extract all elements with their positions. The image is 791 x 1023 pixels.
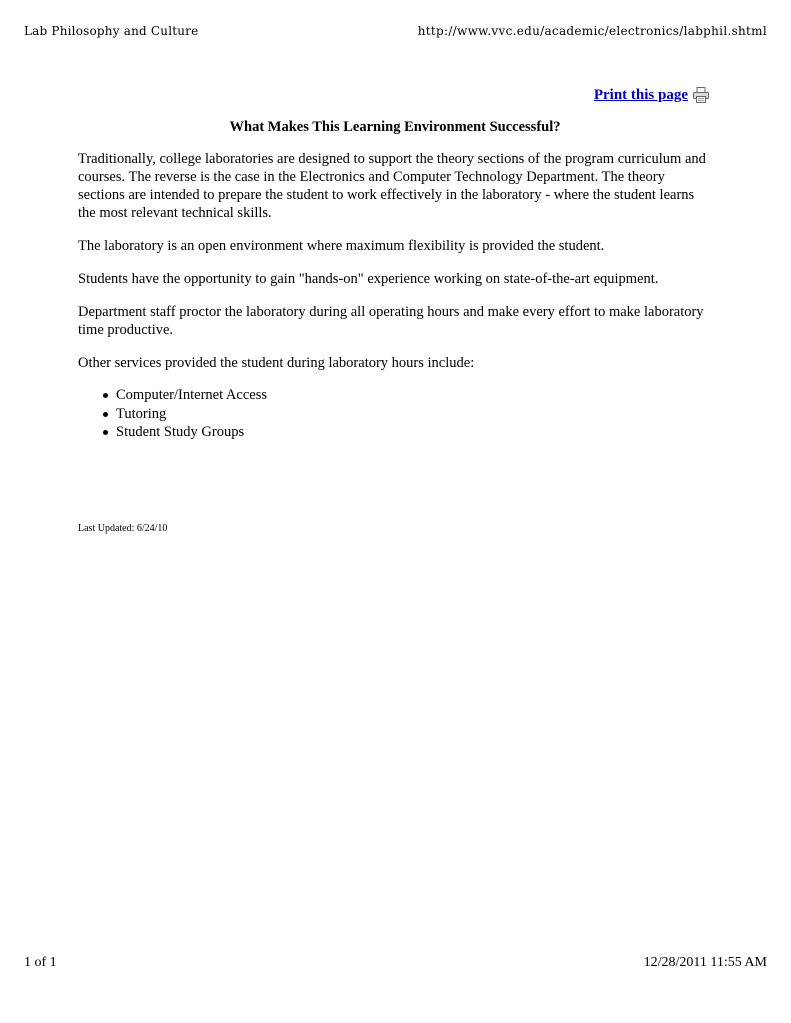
paragraph-staff-proctor: Department staff proctor the laboratory during all operating hours and make every effort to make laboratory time productive. — [78, 304, 704, 338]
print-footer-datetime: 12/28/2011 11:55 AM — [643, 955, 767, 970]
print-header-url: http://www.vvc.edu/academic/electronics/labphil.shtml — [417, 24, 767, 38]
list-item: Student Study Groups — [116, 423, 712, 442]
print-header-title: Lab Philosophy and Culture — [24, 24, 199, 38]
list-item: Computer/Internet Access — [116, 386, 712, 405]
services-list — [78, 386, 712, 442]
paragraph-lab-design: Traditionally, college laboratories are designed to support the theory sections of the program curriculum and courses. The reverse is the case in the Electronics and Computer Technology Department. The theory sections are intended to prepare the student to work effectively in the laboratory - where the student learns the most relevant technical skills. — [78, 151, 706, 221]
page-content — [78, 84, 712, 538]
paragraph-hands-on: Students have the opportunity to gain "hands-on" experience working on state-of-the-art equipment. — [78, 271, 659, 287]
list-item: Tutoring — [116, 405, 712, 424]
paragraph-other-services: Other services provided the student during laboratory hours include: — [78, 355, 475, 371]
last-updated: Last Updated: 6/24/10 — [78, 522, 168, 534]
print-footer-page: 1 of 1 — [24, 955, 57, 970]
paragraph-open-environment: The laboratory is an open environment where maximum flexibility is provided the student. — [78, 238, 605, 254]
printer-icon[interactable] — [692, 86, 710, 104]
print-page-row — [78, 84, 712, 106]
print-page-link[interactable]: Print this page — [593, 87, 688, 103]
article-heading: What Makes This Learning Environment Successful? — [229, 119, 561, 135]
